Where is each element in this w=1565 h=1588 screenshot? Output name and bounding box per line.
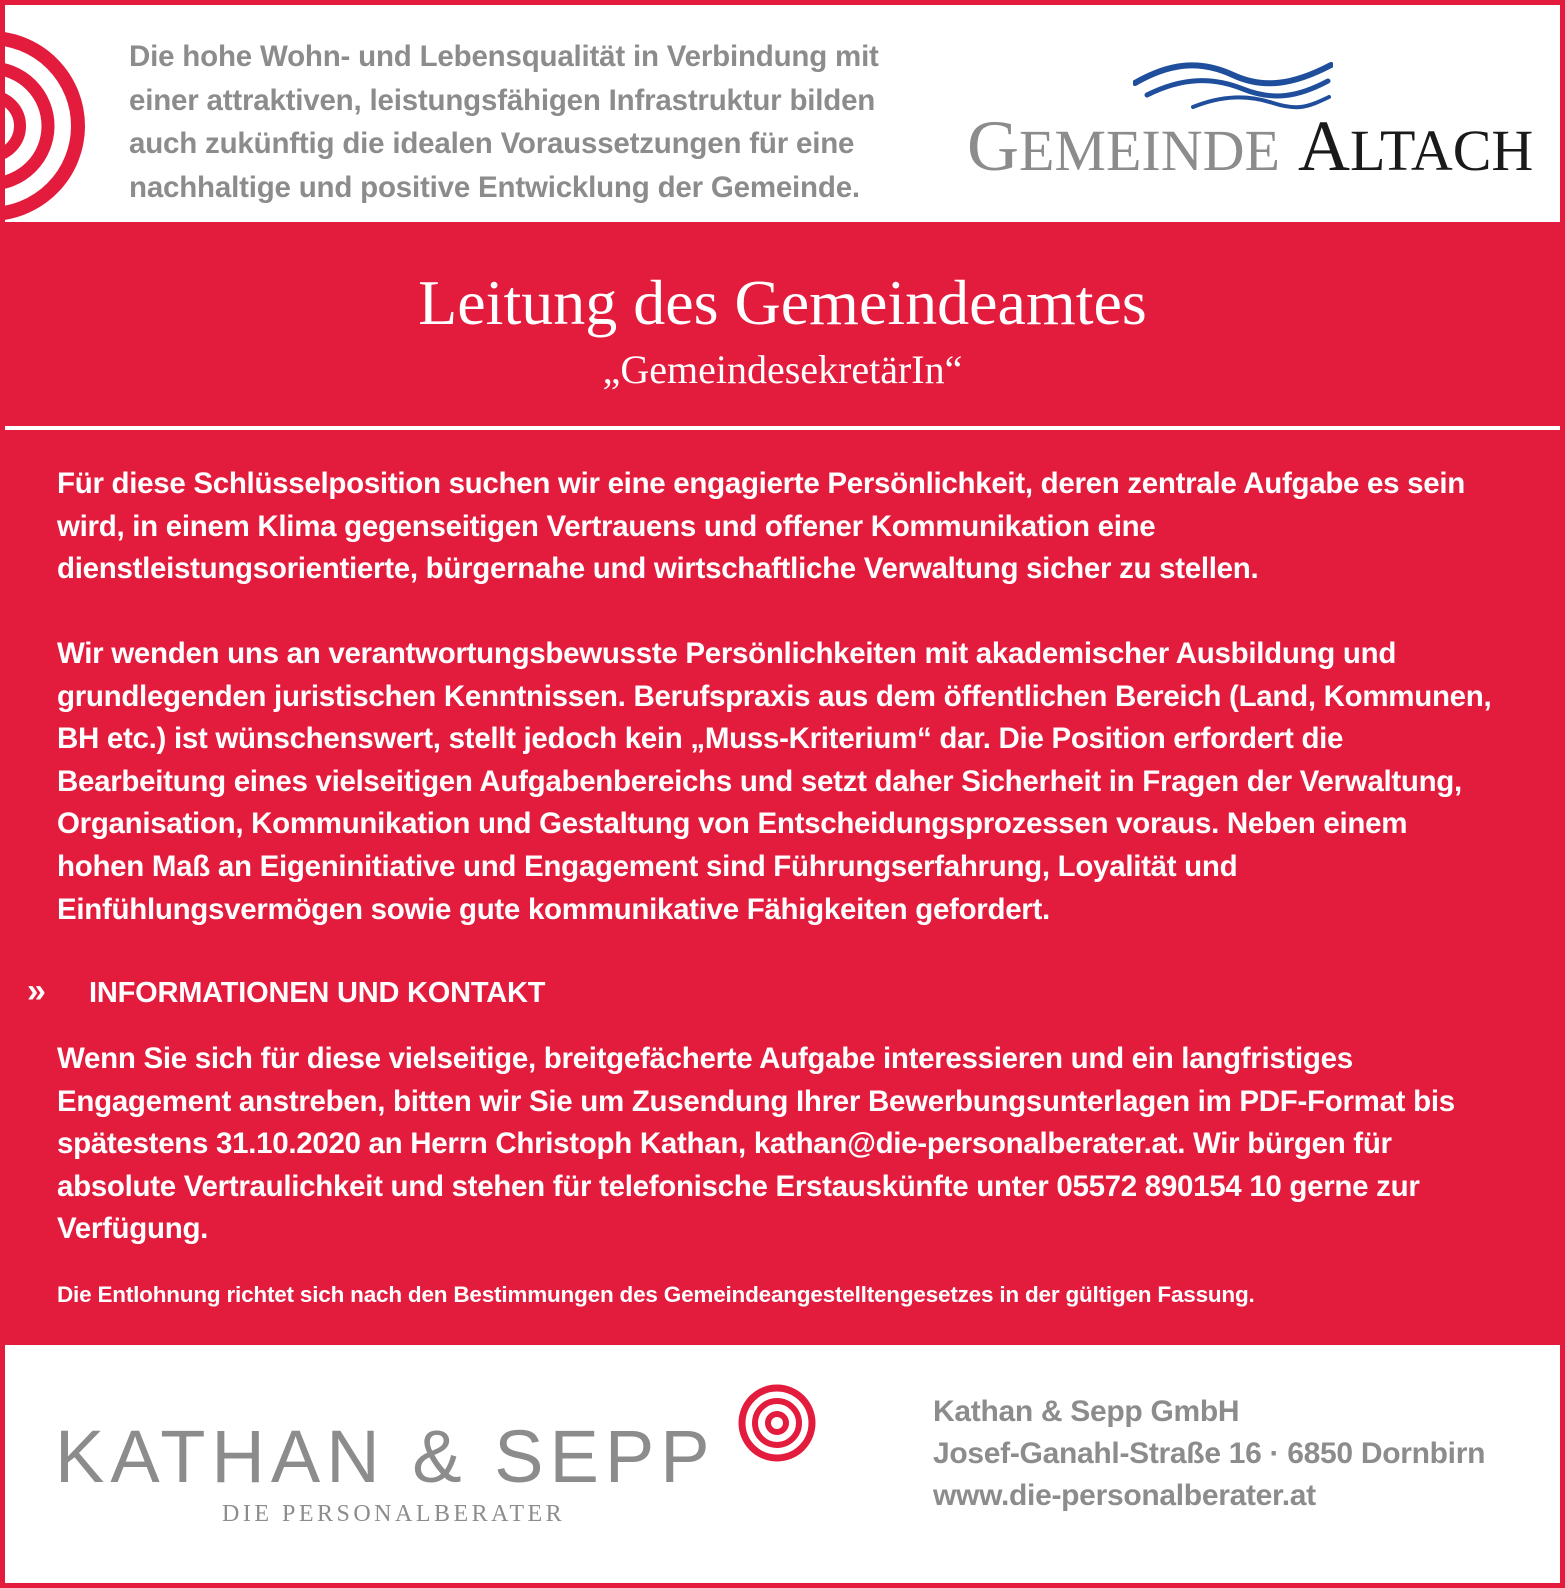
header-band	[5, 5, 1560, 222]
target-logo-icon	[737, 1383, 817, 1463]
footer-band	[5, 1345, 1560, 1583]
paragraph-requirements: Wir wenden uns an verantwortungsbewusste Persönlichkeiten mit akademischer Ausbildung und grundlegenden juristischen Kenntnissen. Berufspraxis aus dem öffentlichen Bereich (Land, Kommunen, BH etc.) ist wünschenswert, stellt jedoch kein „Muss-Kriterium“ dar. Die Position erfordert die Bearbeitung eines vielseitigen Aufgabenbereichs und setzt daher Sicherheit in Fragen der Verwaltung, Organisation, Kommunikation und Gestaltung von Entscheidungsprozessen voraus. Neben einem hohen Maß an Eigeninitiative und Engagement sind Führungserfahrung, Loyalität und Einfühlungsvermögen sowie gute kommunikative Fähigkeiten gefordert.	[57, 637, 1492, 926]
paragraph-intro: Für diese Schlüsselposition suchen wir eine engagierte Persönlichkeit, deren zentrale Aufgabe es sein wird, in einem Klima gegenseitigen Vertrauens und offener Kommunikation eine dienstleistungsorientierte, bürgernahe und wirtschaftliche Verwaltung sicher zu stellen.	[57, 467, 1465, 586]
divider	[5, 426, 1560, 430]
contact-heading-label: INFORMATIONEN UND KONTAKT	[89, 977, 546, 1009]
recruiter-tagline: DIE PERSONALBERATER	[222, 1501, 566, 1527]
company-name: Kathan & Sepp GmbH	[933, 1395, 1240, 1428]
altach-waves-icon	[1133, 55, 1333, 113]
contact-heading	[27, 971, 545, 1013]
paragraph-contact: Wenn Sie sich für diese vielseitige, breitgefächerte Aufgabe interessieren und ein langfristiges Engagement anstreben, bitten wir Sie um Zusendung Ihrer Bewerbungsunterlagen im PDF-Format bis spätestens 31.10.2020 an Herrn Christoph Kathan, kathan@die-personalberater.at. Wir bürgen für absolute Vertraulichkeit und stehen für telefonische Erstauskünfte unter 05572 890154 10 gerne zur Verfügung.	[57, 1042, 1455, 1246]
recruiter-logo-text: KATHAN & SEPP	[55, 1415, 716, 1498]
employer-logo	[967, 106, 1534, 186]
recruiter-address	[933, 1391, 1485, 1517]
target-logo-icon	[5, 31, 85, 221]
intro-text: Die hohe Wohn- und Lebensqualität in Verbindung mit einer attraktiven, leistungsfähigen Infrastruktur bilden auch zukünftig die idealen Voraussetzungen für eine nachhaltige und positive Entwicklung der Gemeinde.	[129, 40, 879, 204]
chevron-right-icon: »	[27, 972, 46, 1010]
street-address: Josef-Ganahl-Straße 16 · 6850 Dornbirn	[933, 1437, 1486, 1470]
employer-logo-word2: ALTACH	[1297, 106, 1534, 186]
salary-note: Die Entlohnung richtet sich nach den Bestimmungen des Gemeindeangestelltengesetzes in der gültigen Fassung.	[57, 1282, 1255, 1307]
job-title: Leitung des Gemeindeamtes	[418, 267, 1147, 338]
employer-logo-word1: GEMEINDE	[967, 106, 1280, 186]
website-link[interactable]: www.die-personalberater.at	[933, 1479, 1316, 1512]
job-subtitle: „GemeindesekretärIn“	[602, 347, 963, 392]
